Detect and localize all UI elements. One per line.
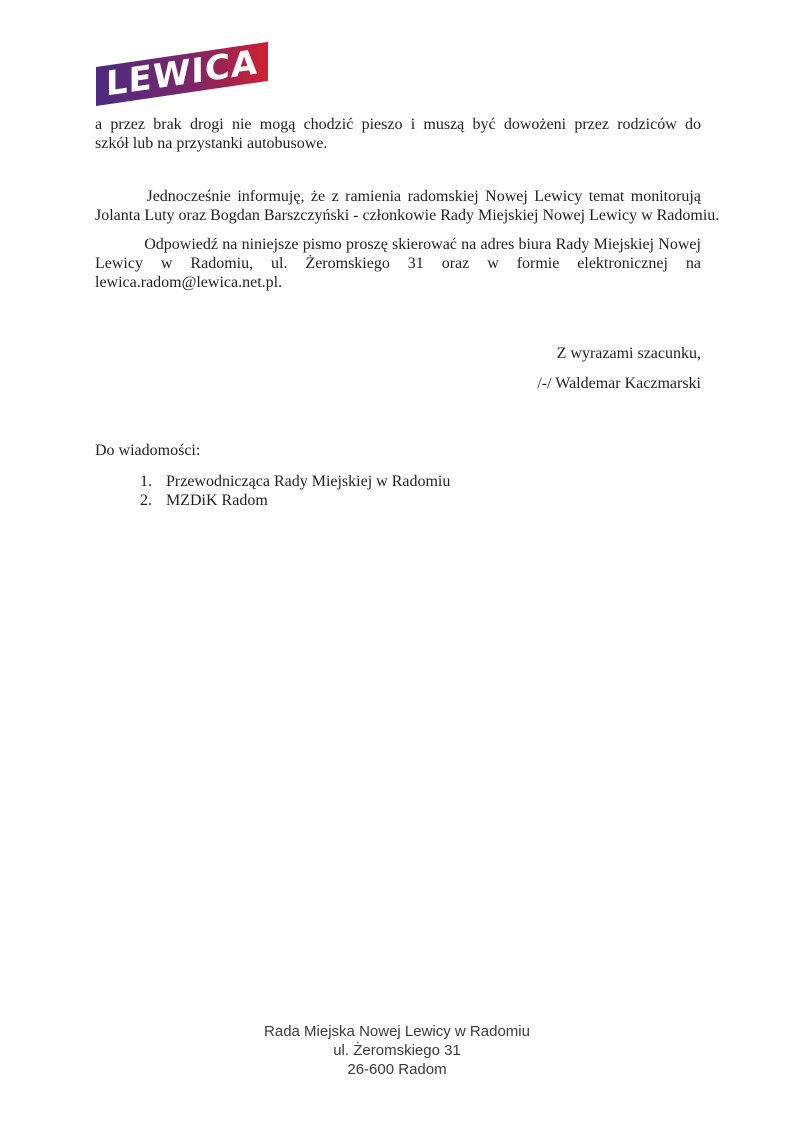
cc-list-item [140, 491, 701, 510]
lewica-logo [96, 42, 268, 106]
cc-item-text: MZDiK Radom [166, 492, 268, 509]
paragraph-line: a przez brak drogi nie mogą chodzić pieszo i muszą być dowożeni przez rodziców do [95, 116, 701, 133]
paragraph-monitoring [95, 187, 720, 225]
footer-address [0, 1022, 794, 1079]
paragraph-continuation [95, 115, 701, 153]
lewica-logo-text: LEWICA [105, 41, 259, 105]
signature-name: /-/ Waldemar Kaczmarski [537, 375, 701, 392]
email-address-text: lewica.radom@lewica.net.pl. [95, 274, 283, 291]
cc-heading: Do wiadomości: [95, 442, 201, 459]
paragraph-line: szkół lub na przystanki autobusowe. [95, 135, 328, 152]
footer-line-city: 26-600 Radom [347, 1061, 447, 1078]
paragraph-response-address [95, 235, 701, 292]
closing-salutation: Z wyrazami szacunku, [556, 345, 701, 362]
paragraph-line: Lewicy w Radomiu, ul. Żeromskiego 31 oraz w formie elektronicznej na [95, 255, 701, 272]
cc-list-item [140, 472, 701, 491]
cc-item-text: Przewodnicząca Rady Miejskiej w Radomiu [166, 473, 451, 490]
footer-line-organization: Rada Miejska Nowej Lewicy w Radomiu [264, 1023, 530, 1040]
cc-item-number: 1. [140, 473, 152, 490]
paragraph-line: Jednocześnie informuję, że z ramienia radomskiej Nowej Lewicy temat monitorują [146, 188, 701, 205]
footer-line-street: ul. Żeromskiego 31 [333, 1042, 461, 1059]
paragraph-line: Jolanta Luty oraz Bogdan Barszczyński - członkowie Rady Miejskiej Nowej Lewicy w Radomiu. [95, 207, 720, 224]
cc-item-number: 2. [140, 492, 152, 509]
paragraph-line: Odpowiedź na niniejsze pismo proszę skierować na adres biura Rady Miejskiej Nowej [144, 236, 701, 253]
cc-list [95, 472, 701, 510]
